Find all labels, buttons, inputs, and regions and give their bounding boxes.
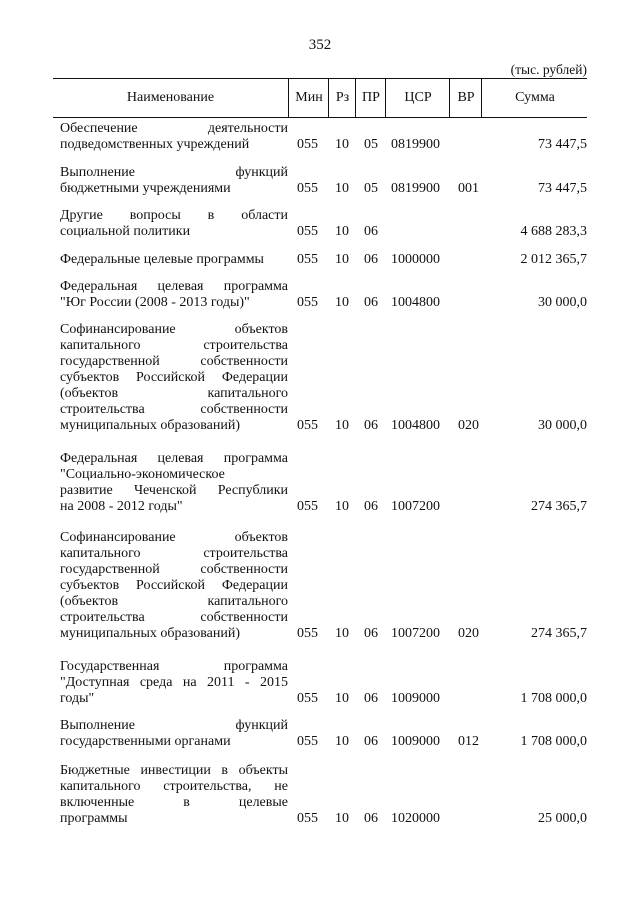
- row-name-line: подведомственных учреждений: [60, 137, 250, 152]
- cell-rz: 10: [335, 295, 349, 310]
- cell-min: 055: [297, 811, 318, 826]
- table-row: [53, 322, 587, 434]
- cell-pr: 06: [364, 418, 378, 433]
- cell-sum: 274 365,7: [531, 499, 587, 514]
- row-name-line: Федеральная целевая программа: [60, 451, 288, 466]
- table-header: [53, 78, 587, 118]
- row-name-line: государственной собственности: [60, 562, 288, 577]
- row-name-line: Федеральные целевые программы: [60, 252, 264, 267]
- units-label: (тыс. рублей): [510, 62, 587, 77]
- header-name: Наименование: [126, 90, 215, 105]
- cell-rz: 10: [335, 499, 349, 514]
- cell-min: 055: [297, 499, 318, 514]
- table-row: [53, 121, 587, 153]
- row-name: [60, 322, 288, 434]
- cell-csr: 1007200: [391, 626, 440, 641]
- row-name-line: социальной политики: [60, 224, 191, 239]
- cell-min: 055: [297, 734, 318, 749]
- cell-pr: 06: [364, 295, 378, 310]
- row-name-line: Софинансирование объектов: [60, 530, 288, 545]
- cell-min: 055: [297, 181, 318, 196]
- row-name-line: Федеральная целевая программа: [60, 279, 288, 294]
- row-name-line: развитие Чеченской Республики: [60, 483, 288, 498]
- cell-csr: 1004800: [391, 295, 440, 310]
- cell-pr: 06: [364, 811, 378, 826]
- row-name-line: (объектов капитального: [60, 594, 288, 609]
- cell-min: 055: [297, 137, 318, 152]
- cell-sum: 25 000,0: [538, 811, 587, 826]
- cell-csr: 0819900: [391, 137, 440, 152]
- cell-rz: 10: [335, 418, 349, 433]
- cell-sum: 4 688 283,3: [520, 224, 587, 239]
- row-name-line: государственными органами: [60, 734, 231, 749]
- row-name-line: Обеспечение деятельности: [60, 121, 288, 136]
- cell-sum: 73 447,5: [538, 181, 587, 196]
- cell-rz: 10: [335, 811, 349, 826]
- row-name-line: капитального строительства: [60, 546, 288, 561]
- cell-vr: 001: [458, 181, 479, 196]
- cell-csr: 1000000: [391, 252, 440, 267]
- row-name-line: бюджетными учреждениями: [60, 181, 231, 196]
- row-name: [60, 763, 288, 827]
- cell-pr: 06: [364, 252, 378, 267]
- row-name-line: на 2008 - 2012 годы": [60, 499, 183, 514]
- table-row: [53, 451, 587, 515]
- row-name-line: Государственная программа: [60, 659, 288, 674]
- cell-pr: 05: [364, 181, 378, 196]
- cell-vr: 020: [458, 418, 479, 433]
- page-number: 352: [308, 37, 332, 53]
- cell-rz: 10: [335, 734, 349, 749]
- cell-csr: 1020000: [391, 811, 440, 826]
- cell-pr: 06: [364, 734, 378, 749]
- header-vr: ВР: [449, 79, 482, 117]
- cell-csr: 1009000: [391, 734, 440, 749]
- row-name: [60, 252, 288, 268]
- cell-pr: 06: [364, 626, 378, 641]
- row-name: [60, 165, 288, 197]
- cell-rz: 10: [335, 181, 349, 196]
- cell-sum: 73 447,5: [538, 137, 587, 152]
- row-name-line: программы: [60, 811, 128, 826]
- cell-rz: 10: [335, 691, 349, 706]
- cell-pr: 06: [364, 499, 378, 514]
- header-csr: ЦСР: [385, 79, 450, 117]
- row-name-line: "Юг России (2008 - 2013 годы)": [60, 295, 250, 310]
- cell-sum: 30 000,0: [538, 295, 587, 310]
- row-name-line: Бюджетные инвестиции в объекты: [60, 763, 288, 778]
- row-name: [60, 718, 288, 750]
- row-name-line: строительства собственности: [60, 610, 288, 625]
- cell-pr: 06: [364, 691, 378, 706]
- row-name: [60, 279, 288, 311]
- cell-vr: 012: [458, 734, 479, 749]
- cell-sum: 1 708 000,0: [520, 691, 587, 706]
- row-name-line: (объектов капитального: [60, 386, 288, 401]
- cell-sum: 1 708 000,0: [520, 734, 587, 749]
- cell-csr: 1007200: [391, 499, 440, 514]
- table-row: [53, 718, 587, 750]
- cell-csr: 1004800: [391, 418, 440, 433]
- table-row: [53, 208, 587, 240]
- cell-sum: 2 012 365,7: [520, 252, 587, 267]
- cell-sum: 274 365,7: [531, 626, 587, 641]
- cell-min: 055: [297, 224, 318, 239]
- row-name-line: муниципальных образований): [60, 418, 240, 433]
- row-name-line: субъектов Российской Федерации: [60, 370, 288, 385]
- row-name-line: включенные в целевые: [60, 795, 288, 810]
- cell-pr: 06: [364, 224, 378, 239]
- cell-csr: 0819900: [391, 181, 440, 196]
- row-name: [60, 451, 288, 515]
- cell-rz: 10: [335, 626, 349, 641]
- row-name: [60, 121, 288, 153]
- row-name: [60, 208, 288, 240]
- cell-rz: 10: [335, 224, 349, 239]
- cell-rz: 10: [335, 137, 349, 152]
- cell-min: 055: [297, 626, 318, 641]
- table-row: [53, 763, 587, 827]
- cell-min: 055: [297, 252, 318, 267]
- table-row: [53, 279, 587, 311]
- row-name-line: муниципальных образований): [60, 626, 240, 641]
- header-rz: Рз: [328, 79, 356, 117]
- cell-min: 055: [297, 295, 318, 310]
- row-name: [60, 530, 288, 642]
- row-name-line: строительства собственности: [60, 402, 288, 417]
- cell-sum: 30 000,0: [538, 418, 587, 433]
- cell-vr: 020: [458, 626, 479, 641]
- cell-rz: 10: [335, 252, 349, 267]
- table-row: [53, 530, 587, 642]
- cell-csr: 1009000: [391, 691, 440, 706]
- row-name-line: Другие вопросы в области: [60, 208, 288, 223]
- row-name-line: Софинансирование объектов: [60, 322, 288, 337]
- row-name-line: капитального строительства, не: [60, 779, 288, 794]
- row-name-line: Выполнение функций: [60, 718, 288, 733]
- header-sum: Сумма: [481, 79, 588, 117]
- cell-min: 055: [297, 418, 318, 433]
- table-row: [53, 165, 587, 197]
- row-name: [60, 659, 288, 707]
- cell-pr: 05: [364, 137, 378, 152]
- row-name-line: капитального строительства: [60, 338, 288, 353]
- header-min: Мин: [288, 79, 329, 117]
- header-pr: ПР: [355, 79, 386, 117]
- row-name-line: субъектов Российской Федерации: [60, 578, 288, 593]
- table-row: [53, 252, 587, 268]
- row-name-line: годы": [60, 691, 95, 706]
- row-name-line: "Доступная среда на 2011 - 2015: [60, 675, 288, 690]
- cell-min: 055: [297, 691, 318, 706]
- row-name-line: "Социально-экономическое: [60, 467, 225, 482]
- row-name-line: государственной собственности: [60, 354, 288, 369]
- table-row: [53, 659, 587, 707]
- row-name-line: Выполнение функций: [60, 165, 288, 180]
